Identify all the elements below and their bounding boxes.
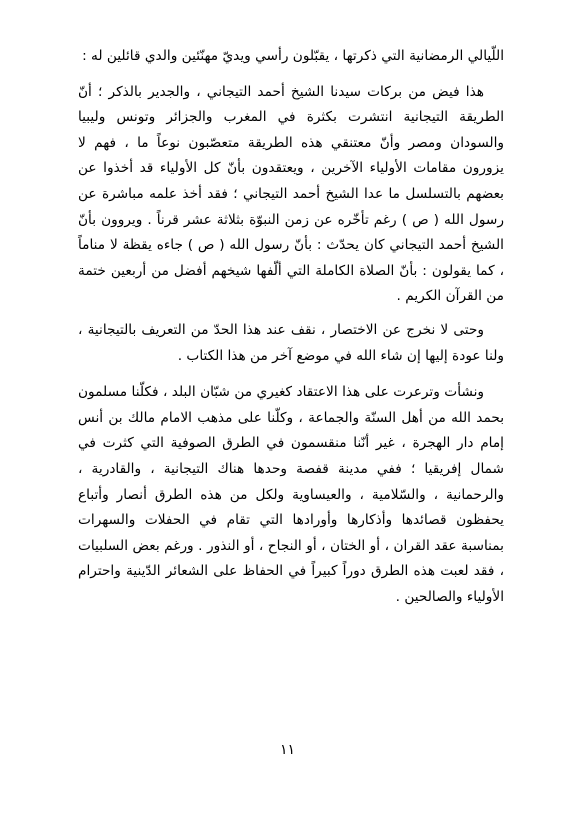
page-text-block xyxy=(78,44,504,610)
paragraph-brevity-note: وحتى لا نخرج عن الاختصار ، نقف عند هذا الحدّ من التعريف بالتيجانية ، ولنا عودة إليها إن شاء الله في موضع آخر من هذا الكتاب . xyxy=(78,321,504,364)
paragraph-sufi-orders: ونشأت وترعرت على هذا الاعتقاد كغيري من شبّان البلد ، فكلّنا مسلمون بحمد الله من أهل السنّة والجماعة ، وكلّنا على مذهب الامام مالك بن أنس إمام دار الهجرة ، غير أنّنا منقسمون في الطرق الصوفية التي كثرت في شمال إفريقيا ؛ ففي مدينة قفصة وحدها هناك التيجانية ، والقادرية ، والرحمانية ، والسّلامية ، والعيساوية ولكل من هذه الطرق أنصار وأتباع يحفظون قصائدها وأذكارها وأورادها التي تقام في الحفلات والسهرات بمناسبة عقد القران ، أو الختان ، أو النجاح ، أو النذور . ورغم بعض السلبيات ، فقد لعبت هذه الطرق دوراً كبيراً في الحفاظ على الشعائر الدّينية واحترام الأولياء والصالحين . xyxy=(78,384,504,605)
page-number: ١١ xyxy=(279,742,296,758)
intro-line: اللّيالي الرمضانية التي ذكرتها ، يقبّلون رأسي ويديّ مهنّئين والدي قائلين له : xyxy=(82,48,504,64)
paragraph-tijaniyya-spread: هذا فيض من بركات سيدنا الشيخ أحمد التيجاني ، والجدير بالذكر ؛ أنّ الطريقة التيجانية انتشرت بكثرة في المغرب والجزائر وتونس وليبيا والسودان ومصر وأنّ معتنقي هذه الطريقة متعصّبون نوعاً ما ، فهم لا يزورون مقامات الأولياء الآخرين ، ويعتقدون بأنّ كل الأولياء قد أخذوا عن بعضهم بالتسلسل ما عدا الشيخ أحمد التيجاني ؛ فقد أخذ علمه مباشرة عن رسول الله ( ص ) رغم تأخّره عن زمن النبوّة بثلاثة عشر قرناً . ويروون بأنّ الشيخ أحمد التيجاني كان يحدّث : بأنّ رسول الله ( ص ) جاءه يقظة لا مناماً ، كما يقولون : بأنّ الصلاة الكاملة التي ألّفها شيخهم أفضل من أربعين ختمة من القرآن الكريم . xyxy=(78,83,504,305)
